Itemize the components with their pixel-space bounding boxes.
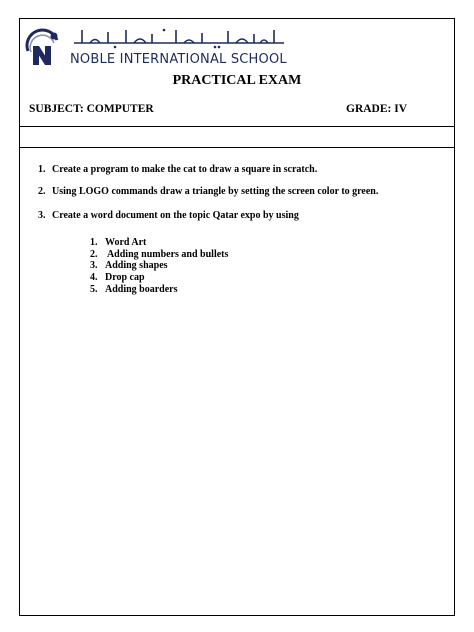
- divider-top: [20, 126, 454, 127]
- list-item: [90, 260, 228, 272]
- grade-label: GRADE: IV: [346, 103, 408, 115]
- list-item: [90, 272, 228, 284]
- list-item-number: 5.: [90, 283, 98, 295]
- list-item: [90, 237, 228, 249]
- list-item-text: Adding numbers and bullets: [105, 248, 229, 260]
- list-item: [90, 249, 228, 261]
- school-name-english: NOBLE INTERNATIONAL SCHOOL: [70, 52, 287, 67]
- list-item-text: Drop cap: [105, 272, 145, 284]
- divider-bottom: [20, 147, 454, 148]
- question-item: [38, 164, 317, 175]
- question-item: [38, 210, 299, 221]
- school-logo: [24, 25, 294, 69]
- question-text: Create a program to make the cat to draw a square in scratch.: [52, 164, 318, 175]
- question-text: Using LOGO commands draw a triangle by setting the screen color to green.: [52, 186, 379, 197]
- subject-label: SUBJECT: COMPUTER: [29, 103, 154, 115]
- exam-sheet-frame: [19, 18, 455, 616]
- question-number: 3.: [38, 210, 46, 221]
- question-number: 2.: [38, 186, 46, 197]
- list-item-text: Adding boarders: [105, 283, 178, 295]
- sub-item-list: [90, 237, 228, 296]
- exam-title: PRACTICAL EXAM: [172, 73, 302, 88]
- school-name-arabic-lettering: [68, 25, 290, 49]
- question-item: [38, 186, 378, 197]
- question-number: 1.: [38, 164, 46, 175]
- list-item-number: 1.: [90, 237, 98, 248]
- list-item-text: Word Art: [105, 237, 147, 248]
- list-item-text: Adding shapes: [105, 260, 168, 272]
- list-item: [90, 284, 228, 296]
- question-text: Create a word document on the topic Qatar expo by using: [52, 210, 299, 221]
- list-item-number: 3.: [90, 260, 98, 272]
- noble-logo-icon: [24, 25, 66, 69]
- list-item-number: 4.: [90, 272, 98, 284]
- list-item-number: 2.: [90, 248, 98, 260]
